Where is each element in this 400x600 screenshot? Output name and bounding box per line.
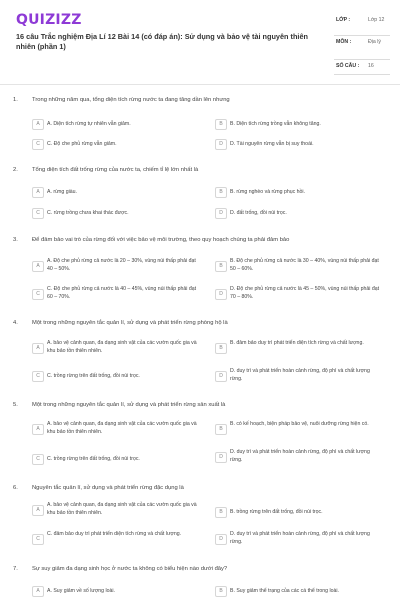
question-text: Một trong những nguyên tắc quản lí, sử dụng và phát triển rừng sản xuất là (32, 402, 226, 408)
option-letter-box: A (32, 119, 44, 130)
option-text: D. Tài nguyên rừng vẫn bị suy thoái. (230, 141, 314, 147)
option-text: C. trồng rừng trên đất trống, đồi núi trọc. (47, 456, 140, 462)
option-text: D. Độ che phủ rừng cả nước là 45 – 50%, vùng núi thấp phải đạt 70 – 80%. (230, 286, 380, 300)
option-letter-box: D (215, 208, 227, 219)
meta-value: 16 (368, 63, 374, 69)
option-text: B. Độ che phủ rừng cả nước là 30 – 40%, vùng núi thấp phải đạt 50 – 60%. (230, 258, 379, 272)
meta-row-grade (334, 14, 390, 36)
option-text: A. bảo vệ cảnh quan, đa dạng sinh vật của các vườn quốc gia và khu bảo tồn thiên nhiên. (47, 340, 197, 354)
document-title: 16 câu Trắc nghiệm Địa Lí 12 Bài 14 (có đáp án): Sử dụng và bảo vệ tài nguyên thiên nhiên (phần 1) (16, 32, 308, 51)
option-text: B. trồng rừng trên đất trống, đồi núi trọc. (230, 509, 323, 515)
option-text: C. trồng rừng trên đất trống, đồi núi trọc. (47, 373, 140, 379)
option-letter-box: C (32, 454, 44, 465)
option-text: B. đảm bảo duy trì phát triển diện tích rừng và chất lượng. (230, 340, 364, 346)
option-text: B. Diện tích rừng trồng vẫn không tăng. (230, 121, 321, 127)
option-text: D. duy trì và phát triển hoàn cảnh rừng, độ phì và chất lượng rừng. (230, 449, 370, 463)
meta-label: SỐ CÂU : (336, 63, 360, 69)
question-number: 3. (13, 237, 18, 243)
question-text: Để đảm bảo vai trò của rừng đối với việc bảo vệ môi trường, theo quy hoạch chúng ta phải đảm bảo (32, 237, 290, 243)
option-text: C. rừng trồng chưa khai thác được. (47, 210, 129, 216)
option-text: A. Độ che phủ rừng cả nước là 20 – 30%, vùng núi thấp phải đạt 40 – 50%. (47, 258, 196, 272)
option-text: C. đảm bảo duy trì phát triển diện tích rừng và chất lượng. (47, 531, 182, 537)
option-letter-box: C (32, 371, 44, 382)
option-letter-box: A (32, 505, 44, 516)
option-letter-box: A (32, 343, 44, 354)
option-text: D. duy trì và phát triển hoàn cảnh rừng, độ phì và chất lượng rừng. (230, 368, 370, 382)
option-letter-box: C (32, 208, 44, 219)
question-number: 6. (13, 485, 18, 491)
meta-row-subject (334, 36, 390, 60)
option-text: A. rừng giàu. (47, 189, 78, 195)
option-text: B. Suy giảm thể trạng của các cá thể trong loài. (230, 588, 339, 594)
question-number: 5. (13, 402, 18, 408)
question-number: 2. (13, 167, 18, 173)
header-divider (0, 84, 400, 85)
option-letter-box: B (215, 507, 227, 518)
question-number: 1. (13, 97, 18, 103)
option-letter-box: D (215, 452, 227, 463)
option-letter-box: D (215, 139, 227, 150)
meta-row-count (334, 60, 390, 75)
option-letter-box: C (32, 139, 44, 150)
question-text: Trong những năm qua, tổng diện tích rừng nước ta đang tăng dần lên nhưng (32, 97, 230, 103)
question-text: Một trong những nguyên tắc quản lí, sử dụng và phát triển rừng phòng hộ là (32, 320, 228, 326)
meta-label: MÔN : (336, 39, 352, 45)
option-letter-box: B (215, 424, 227, 435)
option-letter-box: D (215, 289, 227, 300)
option-text: C. Độ che phủ rừng vẫn giảm. (47, 141, 117, 147)
meta-value: Địa lý (368, 39, 381, 45)
meta-value: Lớp 12 (368, 17, 385, 23)
option-letter-box: B (215, 119, 227, 130)
option-text: D. đất trống, đồi núi trọc. (230, 210, 287, 216)
quizizz-logo: QUIZIZZ (16, 12, 82, 28)
question-number: 4. (13, 320, 18, 326)
option-letter-box: B (215, 586, 227, 597)
option-letter-box: B (215, 261, 227, 272)
option-letter-box: A (32, 187, 44, 198)
option-letter-box: B (215, 343, 227, 354)
option-letter-box: A (32, 261, 44, 272)
option-text: A. bảo vệ cảnh quan, đa dạng sinh vật của các vườn quốc gia và khu bảo tồn thiên nhiên. (47, 502, 197, 516)
option-letter-box: C (32, 534, 44, 545)
question-text: Nguyên tắc quản lí, sử dụng và phát triển rừng đặc dụng là (32, 485, 184, 491)
option-text: A. bảo vệ cảnh quan, đa dạng sinh vật của các vườn quốc gia và khu bảo tồn thiên nhiên. (47, 421, 197, 435)
question-text: Tổng diện tích đất trống rừng của nước ta, chiếm tỉ lệ lớn nhất là (32, 167, 199, 173)
option-text: A. Diện tích rừng tự nhiên vẫn giảm. (47, 121, 131, 127)
option-text: B. có kế hoạch, biện pháp bảo vệ, nuôi dưỡng rừng hiện có. (230, 421, 369, 427)
question-number: 7. (13, 566, 18, 572)
meta-label: LỚP : (336, 17, 351, 23)
option-text: B. rừng nghèo và rừng phục hồi. (230, 189, 306, 195)
option-letter-box: B (215, 187, 227, 198)
meta-panel (334, 14, 390, 75)
question-text: Sự suy giảm đa dạng sinh học ở nước ta không có biểu hiện nào dưới đây? (32, 566, 228, 572)
option-text: D. duy trì và phát triển hoàn cảnh rừng, độ phì và chất lượng rừng. (230, 531, 370, 545)
option-letter-box: C (32, 289, 44, 300)
option-text: A. Suy giảm về số lượng loài. (47, 588, 116, 594)
option-letter-box: D (215, 371, 227, 382)
option-letter-box: A (32, 586, 44, 597)
option-letter-box: A (32, 424, 44, 435)
option-text: C. Độ che phủ rừng cả nước là 40 – 45%, vùng núi thấp phải đạt 60 – 70%. (47, 286, 197, 300)
option-letter-box: D (215, 534, 227, 545)
